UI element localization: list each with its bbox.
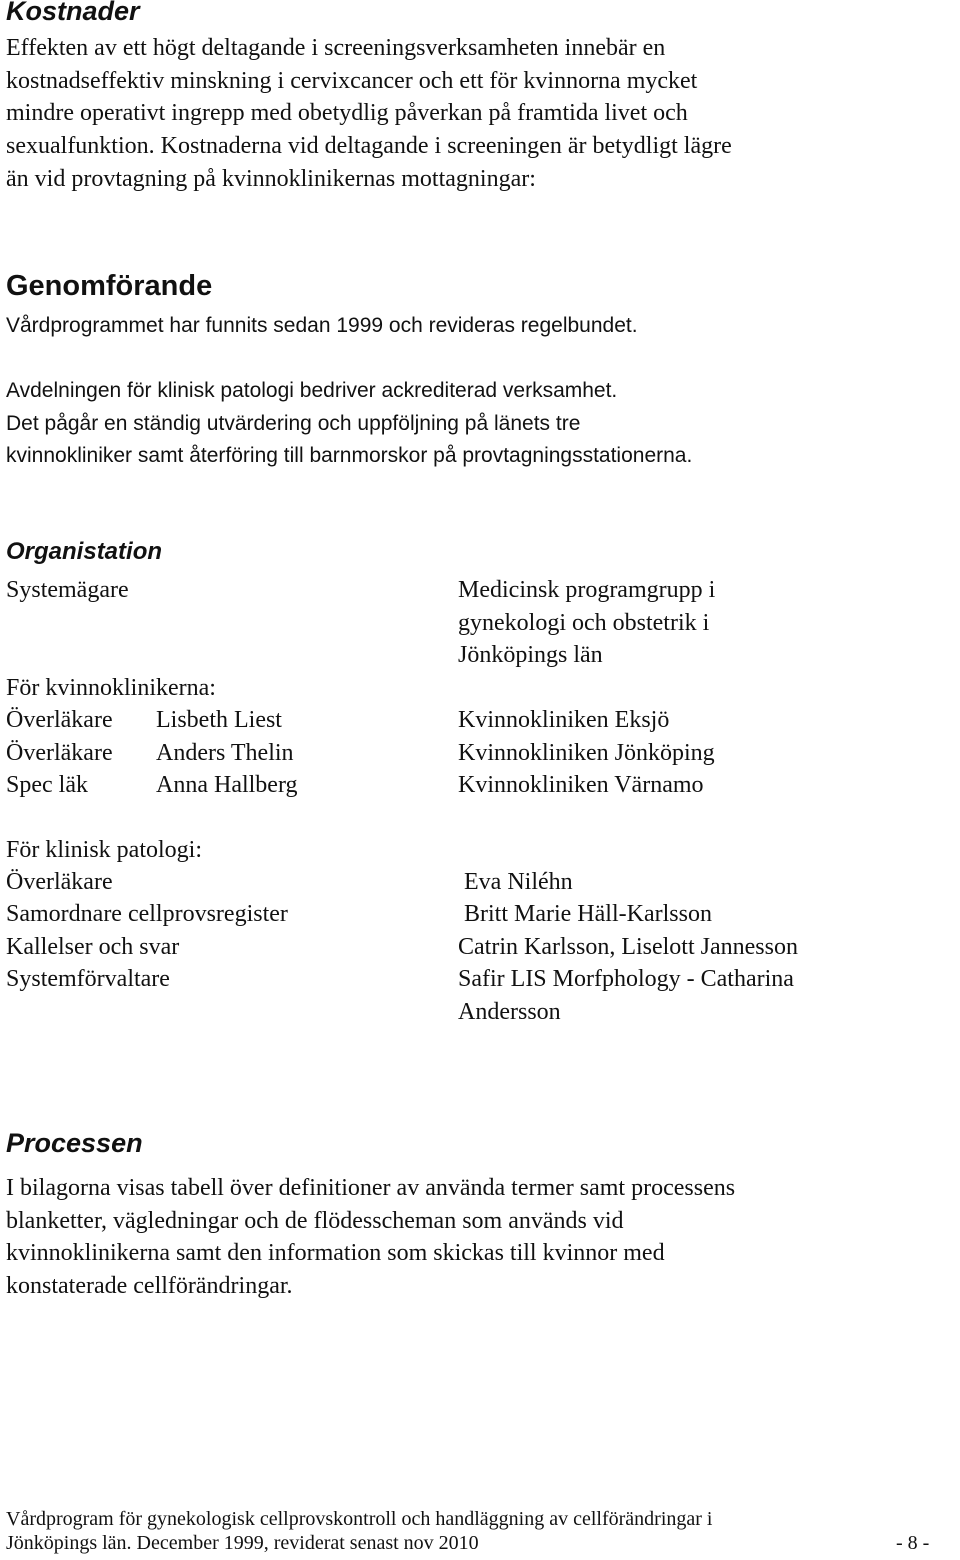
patologi-role: Kallelser och svar — [6, 934, 180, 960]
kostnader-paragraph — [6, 32, 732, 196]
section-heading-organisation: Organistation — [6, 538, 163, 565]
systemagare-value — [458, 574, 715, 672]
paragraph-line: kvinnoklinikerna samt den information som skickas till kvinnor med — [6, 1240, 665, 1267]
section-heading-genomforande: Genomförande — [6, 270, 213, 302]
patologi-role: Samordnare cellprovsregister — [6, 901, 288, 927]
staff-name: Anders Thelin — [156, 740, 294, 766]
paragraph-line: Det pågår en ständig utvärdering och uppföljning på länets tre — [6, 411, 581, 435]
patologi-value-continuation: Andersson — [458, 999, 561, 1025]
patologi-label: För klinisk patologi: — [6, 837, 203, 863]
staff-name: Anna Hallberg — [156, 772, 298, 798]
paragraph-line: sexualfunktion. Kostnaderna vid deltagande i screeningen är betydligt lägre — [6, 133, 732, 160]
paragraph-line: kostnadseffektiv minskning i cervixcancer och ett för kvinnorna mycket — [6, 67, 698, 94]
staff-clinic: Kvinnokliniken Eksjö — [458, 707, 670, 733]
value-line: Jönköpings län — [458, 642, 603, 669]
patologi-value: Safir LIS Morfphology - Catharina — [458, 966, 794, 992]
patologi-value: Eva Niléhn — [458, 869, 573, 895]
genomforande-paragraph — [6, 375, 692, 473]
patologi-value: Britt Marie Häll-Karlsson — [458, 901, 712, 927]
kvinnoklinikerna-label: För kvinnoklinikerna: — [6, 675, 216, 701]
staff-clinic: Kvinnokliniken Värnamo — [458, 772, 704, 798]
paragraph-line: mindre operativt ingrepp med obetydlig påverkan på framtida livet och — [6, 100, 688, 127]
patologi-value: Catrin Karlsson, Liselott Jannesson — [458, 934, 798, 960]
patologi-role: Systemförvaltare — [6, 966, 170, 992]
paragraph-line: Avdelningen för klinisk patologi bedriver ackrediterad verksamhet. — [6, 379, 618, 402]
staff-title: Överläkare — [6, 740, 113, 766]
staff-clinic: Kvinnokliniken Jönköping — [458, 740, 715, 766]
paragraph-line: kvinnokliniker samt återföring till barnmorskor på provtagningsstationerna. — [6, 444, 693, 468]
section-heading-kostnader: Kostnader — [6, 0, 140, 26]
value-line: Medicinsk programgrupp i — [458, 577, 716, 603]
patologi-role: Överläkare — [6, 869, 113, 895]
staff-title: Överläkare — [6, 707, 113, 733]
genomforande-line-1: Vårdprogrammet har funnits sedan 1999 och revideras regelbundet. — [6, 314, 638, 337]
paragraph-line: Effekten av ett högt deltagande i screeningsverksamheten innebär en — [6, 35, 666, 61]
page-number: - 8 - — [896, 1532, 930, 1554]
processen-paragraph — [6, 1172, 735, 1303]
paragraph-line: konstaterade cellförändringar. — [6, 1273, 293, 1300]
paragraph-line: I bilagorna visas tabell över definitioner av använda termer samt processens — [6, 1175, 736, 1201]
footer-line-2: Jönköpings län. December 1999, reviderat senast nov 2010 — [6, 1532, 479, 1554]
footer-line-1: Vårdprogram för gynekologisk cellprovskontroll och handläggning av cellförändringar i — [6, 1508, 713, 1530]
systemagare-label: Systemägare — [6, 577, 129, 603]
paragraph-line: blanketter, vägledningar och de flödesscheman som används vid — [6, 1207, 624, 1234]
value-line: gynekologi och obstetrik i — [458, 609, 710, 636]
paragraph-line: än vid provtagning på kvinnoklinikernas mottagningar: — [6, 165, 536, 192]
staff-title: Spec läk — [6, 772, 88, 798]
section-heading-processen: Processen — [6, 1128, 143, 1158]
staff-name: Lisbeth Liest — [156, 707, 282, 733]
